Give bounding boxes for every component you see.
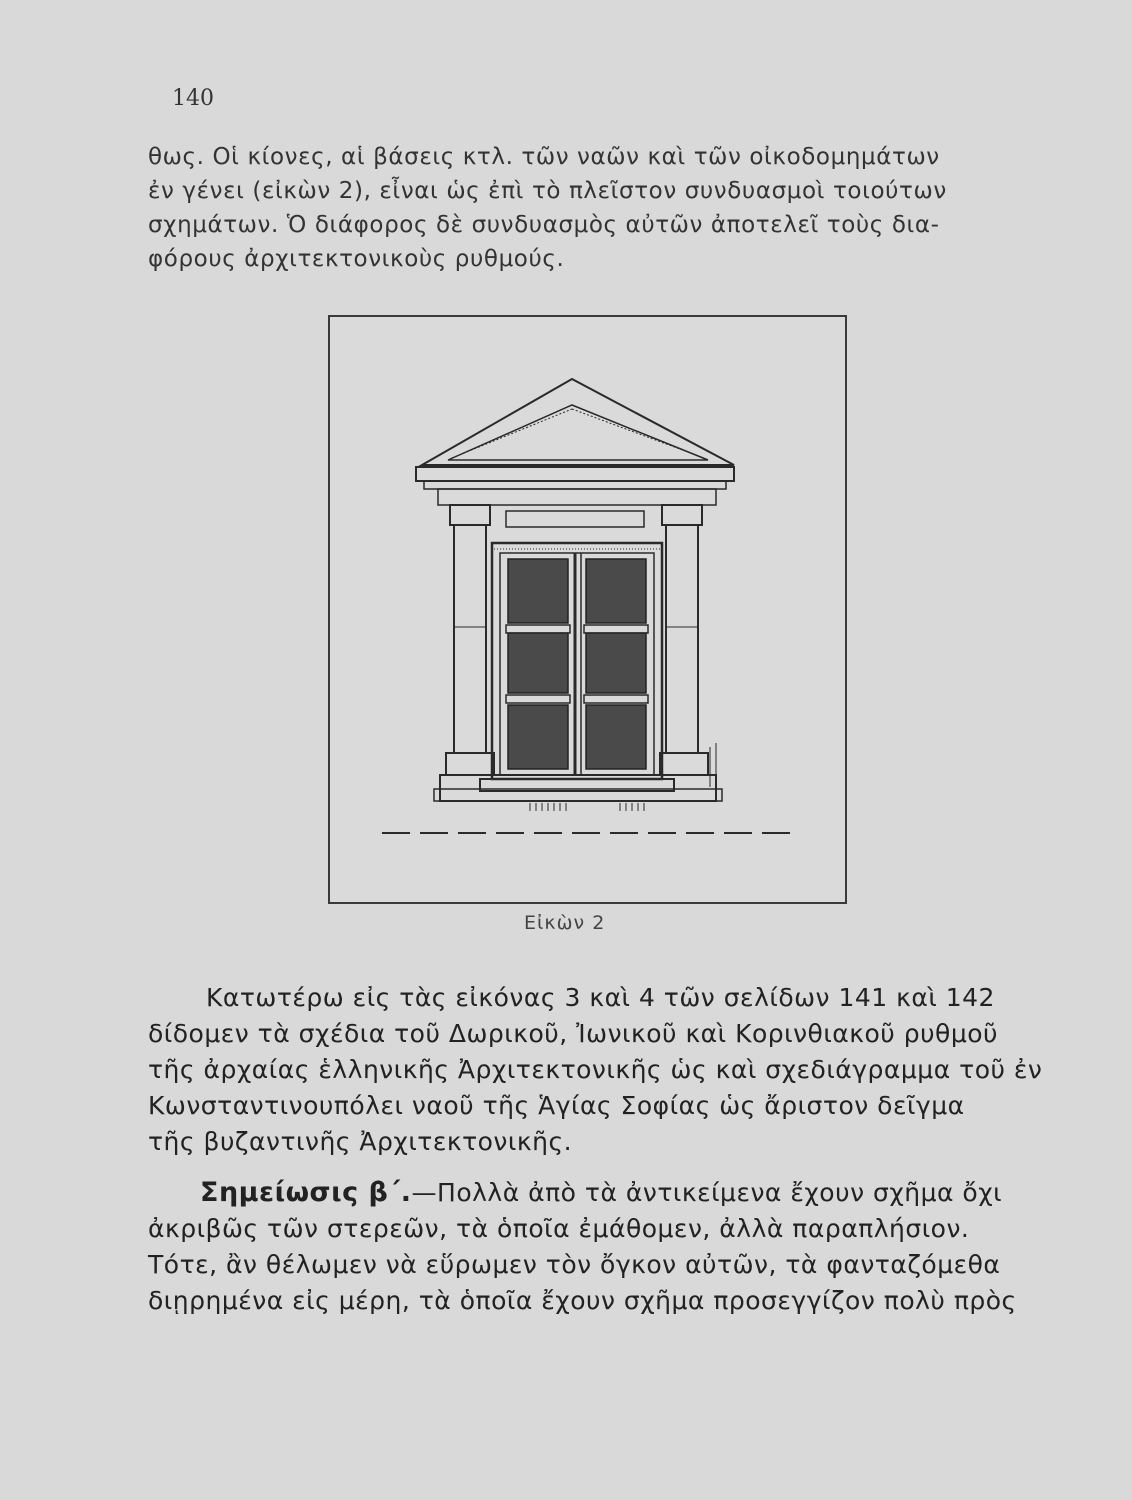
text-line: ἐν γένει (εἰκὼν 2), εἶναι ὡς ἐπὶ τὸ πλεῖστον συνδυασμοὶ τοιούτων [148, 178, 947, 204]
glass-pane [508, 633, 568, 693]
figure-caption: Εἰκὼν 2 [524, 912, 606, 934]
text-line [148, 1175, 1048, 1211]
text-line: τῆς βυζαντινῆς Ἀρχιτεκτονικῆς. [148, 1127, 573, 1156]
right-pilaster [666, 525, 698, 753]
note-heading: Σημείωσις β΄. [200, 1177, 412, 1208]
text-line: Τότε, ἂν θέλωμεν νὰ εὕρωμεν τὸν ὄγκον αὐτῶν, τὰ φανταζόμεθα [148, 1250, 1001, 1279]
pediment-inner [448, 405, 708, 460]
text-line: φόρους ἀρχιτεκτονικοὺς ρυθμούς. [148, 246, 565, 272]
glass-pane [586, 633, 646, 693]
lintel-panel [506, 511, 644, 527]
page-number: 140 [172, 86, 214, 111]
text-line: Κωνσταντινουπόλει ναοῦ τῆς Ἁγίας Σοφίας ὡς ἄριστον δεῖγμα [148, 1091, 965, 1120]
text-line: δίδομεν τὰ σχέδια τοῦ Δωρικοῦ, Ἰωνικοῦ καὶ Κορινθιακοῦ ρυθμοῦ [148, 1019, 999, 1048]
note-first-line: —Πολλὰ ἀπὸ τὰ ἀντικείμενα ἔχουν σχῆμα ὄχι [411, 1178, 1003, 1207]
left-pilaster [454, 525, 486, 753]
frieze [438, 489, 716, 505]
text-line: τῆς ἀρχαίας ἑλληνικῆς Ἀρχιτεκτονικῆς ὡς καὶ σχεδιάγραμμα τοῦ ἐν [148, 1055, 1043, 1084]
cornice [416, 467, 734, 481]
text-line: διῃρημένα εἰς μέρη, τὰ ὁποῖα ἔχουν σχῆμα προσεγγίζον πολὺ πρὸς [148, 1286, 1017, 1315]
glass-pane [508, 559, 568, 623]
paragraph-middle [148, 980, 1048, 1160]
paragraph-top [148, 140, 1048, 276]
text-line: σχημάτων. Ὁ διάφορος δὲ συνδυασμὸς αὐτῶν ἀποτελεῖ τοὺς δια- [148, 212, 940, 238]
glass-pane [508, 705, 568, 769]
window-illustration [330, 317, 845, 902]
paragraph-bottom [148, 1175, 1048, 1319]
glass-pane [586, 559, 646, 623]
right-pilaster-capital [662, 505, 702, 525]
text-line: Κατωτέρω εἰς τὰς εἰκόνας 3 καὶ 4 τῶν σελίδων 141 καὶ 142 [206, 983, 995, 1012]
text-line: ἀκριβῶς τῶν στερεῶν, τὰ ὁποῖα ἐμάθομεν, ἀλλὰ παραπλήσιον. [148, 1214, 970, 1243]
glass-pane [586, 705, 646, 769]
left-pilaster-capital [450, 505, 490, 525]
figure-frame [328, 315, 847, 904]
text-line: θως. Οἱ κίονες, αἱ βάσεις κτλ. τῶν ναῶν καὶ τῶν οἰκοδομημάτων [148, 144, 940, 170]
